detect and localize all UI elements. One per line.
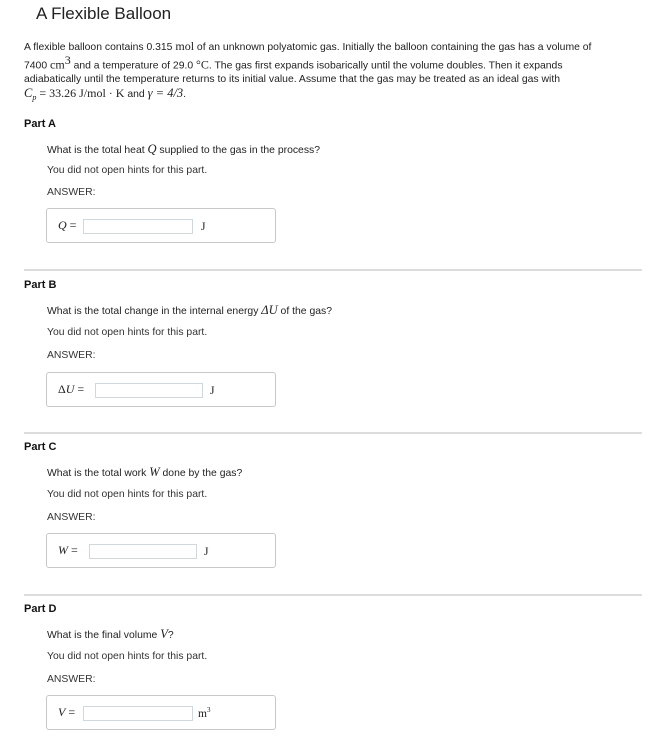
part-b-answer-box [46, 372, 276, 407]
part-a-hint-status: You did not open hints for this part. [47, 165, 208, 176]
part-c-label: Part C [24, 441, 57, 453]
part-d-answer-input[interactable] [83, 706, 193, 721]
part-c-question: What is the total work W done by the gas? [47, 465, 243, 479]
part-a-answer-box [46, 208, 276, 243]
part-a-question: What is the total heat Q supplied to the gas in the process? [47, 142, 321, 156]
part-b-answer-label: ANSWER: [47, 350, 96, 361]
part-c-unit: J [204, 545, 209, 558]
divider [24, 594, 642, 596]
part-d-variable: V = [58, 705, 76, 719]
part-b-unit: J [210, 384, 215, 397]
part-a-unit: J [201, 220, 206, 233]
part-d-hint-status: You did not open hints for this part. [47, 651, 208, 662]
part-a-answer-label: ANSWER: [47, 187, 96, 198]
part-c-answer-label: ANSWER: [47, 512, 96, 523]
part-d-unit: $m^3$ [198, 706, 211, 720]
part-c-answer-input[interactable] [89, 544, 197, 559]
part-b-variable: ΔU = [58, 382, 85, 396]
divider [24, 432, 642, 434]
part-a-answer-input[interactable] [83, 219, 193, 234]
part-c-variable: W = [58, 543, 78, 557]
part-c-hint-status: You did not open hints for this part. [47, 489, 208, 500]
part-d-answer-box [46, 695, 276, 730]
part-b-label: Part B [24, 279, 57, 291]
part-a-label: Part A [24, 118, 56, 130]
part-b-answer-input[interactable] [95, 383, 203, 398]
part-d-label: Part D [24, 603, 57, 615]
part-d-question: What is the final volume V? [47, 627, 174, 641]
divider [24, 269, 642, 271]
part-c-answer-box [46, 533, 276, 568]
part-a-variable: Q = [58, 218, 77, 232]
part-d-answer-label: ANSWER: [47, 674, 96, 685]
problem-statement: A flexible balloon contains 0.315 mol of an unknown polyatomic gas. Initially the balloon containing the gas has a volume of 7400 $cm^3$ and a temperature of 29.0 °C. The gas first expands isobarically until the volume doubles. Then it expands adiabatically until the temperature returns to its initial value. Assume that the gas may be treated as an ideal gas with $C_p = 33.26$ J/mol · K and γ = 4/3. [24, 39, 592, 102]
page-title: A Flexible Balloon [36, 4, 172, 23]
part-b-question: What is the total change in the internal energy ΔU of the gas? [47, 303, 332, 317]
part-b-hint-status: You did not open hints for this part. [47, 327, 208, 338]
